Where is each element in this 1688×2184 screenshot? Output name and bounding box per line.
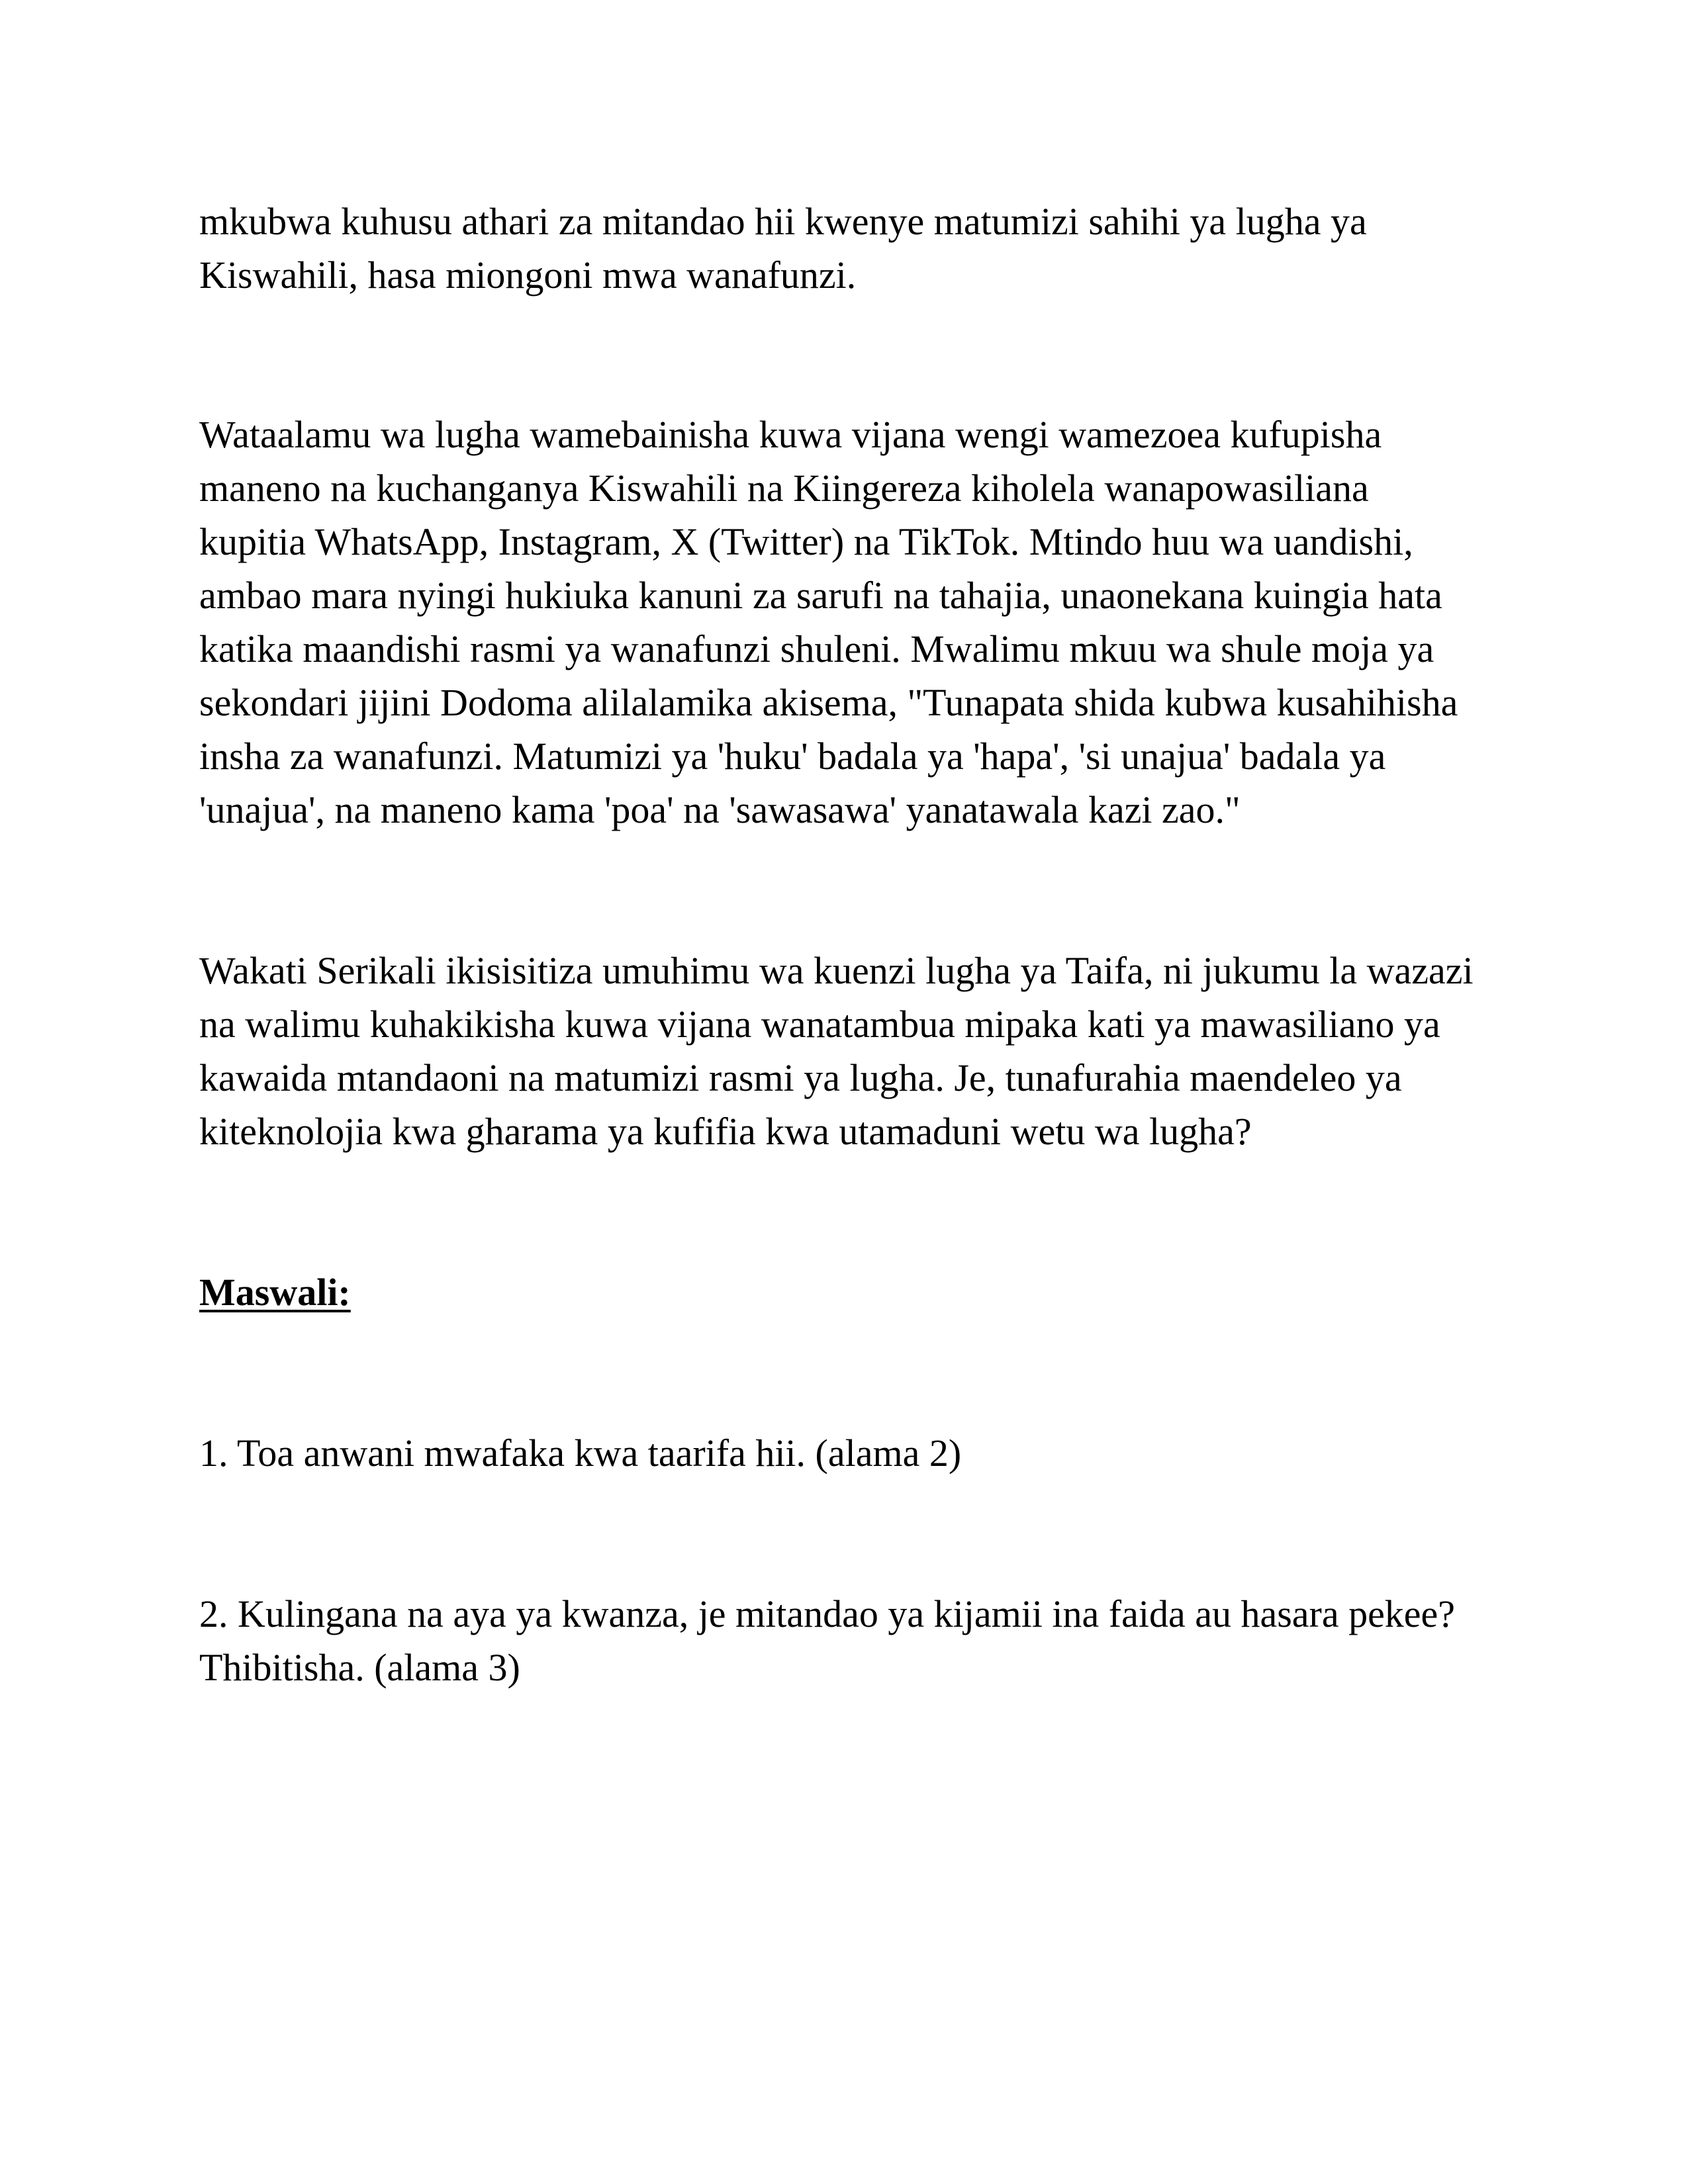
text-line: katika maandishi rasmi ya wanafunzi shuleni. Mwalimu mkuu wa shule moja ya [199, 627, 1434, 670]
text-line: maneno na kuchanganya Kiswahili na Kiingereza kiholela wanapowasiliana [199, 467, 1369, 510]
paragraph-1 [199, 195, 1523, 302]
text-line: kupitia WhatsApp, Instagram, X (Twitter) na TikTok. Mtindo huu wa uandishi, [199, 520, 1413, 563]
text-line: 'unajua', na maneno kama 'poa' na 'sawasawa' yanatawala kazi zao." [199, 788, 1241, 831]
paragraph-3 [199, 944, 1523, 1158]
question-2 [199, 1587, 1523, 1694]
text-line: na walimu kuhakikisha kuwa vijana wanatambua mipaka kati ya mawasiliano ya [199, 1003, 1440, 1046]
text-line: kiteknolojia kwa gharama ya kufifia kwa utamaduni wetu wa lugha? [199, 1110, 1252, 1153]
questions-heading [199, 1265, 1523, 1319]
paragraph-2 [199, 408, 1523, 837]
text-line: kawaida mtandaoni na matumizi rasmi ya lugha. Je, tunafurahia maendeleo ya [199, 1056, 1402, 1099]
questions-heading-text: Maswali: [199, 1271, 351, 1314]
text-line: Wataalamu wa lugha wamebainisha kuwa vijana wengi wamezoea kufupisha [199, 413, 1382, 456]
text-line: insha za wanafunzi. Matumizi ya 'huku' badala ya 'hapa', 'si unajua' badala ya [199, 735, 1386, 778]
text-line: Wakati Serikali ikisisitiza umuhimu wa kuenzi lugha ya Taifa, ni jukumu la wazazi [199, 949, 1474, 992]
text-line: sekondari jijini Dodoma alilalamika akisema, "Tunapata shida kubwa kusahihisha [199, 681, 1458, 724]
question-text-line: 1. Toa anwani mwafaka kwa taarifa hii. (alama 2) [199, 1432, 962, 1475]
question-text-line: Thibitisha. (alama 3) [199, 1646, 520, 1689]
question-1 [199, 1426, 1523, 1480]
text-line: Kiswahili, hasa miongoni mwa wanafunzi. [199, 253, 857, 296]
text-line: mkubwa kuhusu athari za mitandao hii kwenye matumizi sahihi ya lugha ya [199, 200, 1367, 243]
question-text-line: 2. Kulingana na aya ya kwanza, je mitandao ya kijamii ina faida au hasara pekee? [199, 1592, 1456, 1635]
text-line: ambao mara nyingi hukiuka kanuni za sarufi na tahajia, unaonekana kuingia hata [199, 574, 1442, 617]
